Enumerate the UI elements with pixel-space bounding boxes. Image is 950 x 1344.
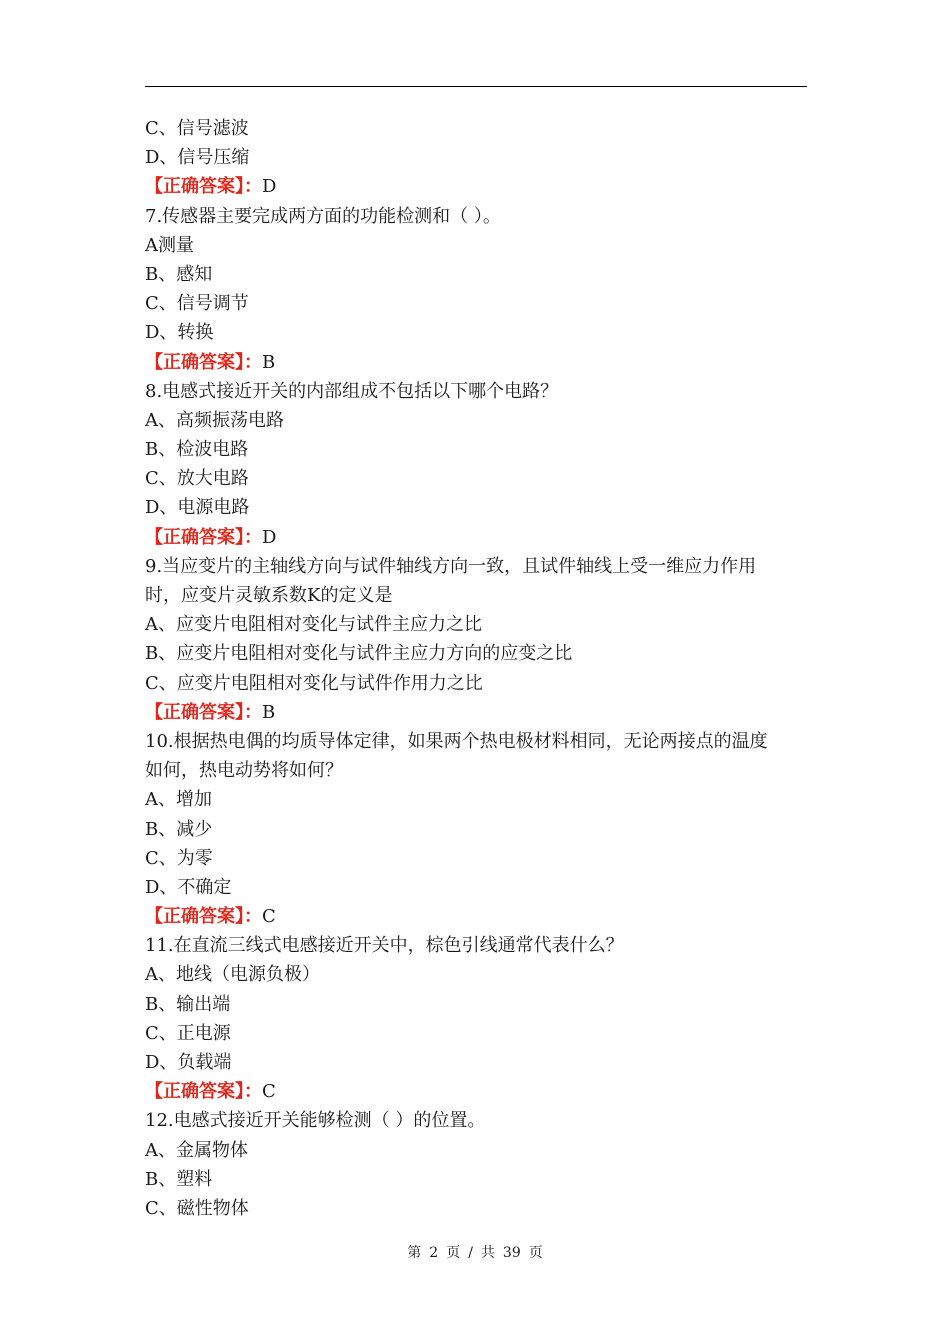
page-footer bbox=[0, 1243, 950, 1263]
question-text: 11.在直流三线式电感接近开关中，棕色引线通常代表什么？ bbox=[145, 935, 624, 957]
option-text: C、放大电路 bbox=[145, 468, 249, 490]
option-text: C、正电源 bbox=[145, 1022, 231, 1044]
option-text: A、金属物体 bbox=[145, 1139, 248, 1161]
option-text: A、地线（电源负极） bbox=[145, 964, 320, 986]
answer-line bbox=[145, 902, 807, 931]
answer-value: B bbox=[262, 701, 276, 723]
answer-value: C bbox=[262, 1081, 276, 1103]
option-text: A、增加 bbox=[145, 789, 212, 811]
answer-line bbox=[145, 348, 807, 377]
option-text: B、检波电路 bbox=[145, 439, 249, 461]
option-text: A、高频振荡电路 bbox=[145, 409, 284, 431]
question-text: 9.当应变片的主轴线方向与试件轴线方向一致，且试件轴线上受一维应力作用 bbox=[145, 555, 757, 577]
option-text: C、磁性物体 bbox=[145, 1197, 249, 1219]
answer-value: D bbox=[262, 176, 277, 198]
footer-total-prefix: 共 bbox=[480, 1245, 495, 1261]
question-text: 8.电感式接近开关的内部组成不包括以下哪个电路？ bbox=[145, 380, 559, 402]
question-text: 时，应变片灵敏系数K的定义是 bbox=[145, 585, 393, 606]
footer-prefix: 第 bbox=[407, 1245, 422, 1261]
option-text: D、信号压缩 bbox=[145, 147, 250, 169]
option-text: B、塑料 bbox=[145, 1168, 213, 1190]
footer-total-pages: 39 bbox=[502, 1245, 521, 1261]
question-text: 如何，热电动势将如何？ bbox=[145, 760, 343, 782]
answer-line bbox=[145, 1077, 807, 1106]
option-text: C、信号调节 bbox=[145, 293, 249, 315]
question-text: 12.电感式接近开关能够检测（ ）的位置。 bbox=[145, 1110, 486, 1132]
option-text: A测量 bbox=[145, 234, 194, 256]
option-text: D、转换 bbox=[145, 322, 214, 344]
option-text: B、应变片电阻相对变化与试件主应力方向的应变之比 bbox=[145, 643, 573, 665]
footer-page-unit: 页 bbox=[446, 1245, 461, 1261]
option-text: C、应变片电阻相对变化与试件作用力之比 bbox=[145, 672, 483, 694]
answer-label: 【正确答案】： bbox=[145, 526, 262, 548]
footer-page-number: 2 bbox=[429, 1245, 439, 1261]
option-text: B、输出端 bbox=[145, 993, 231, 1015]
option-text: A、应变片电阻相对变化与试件主应力之比 bbox=[145, 614, 482, 636]
answer-value: D bbox=[262, 526, 277, 548]
option-text: D、电源电路 bbox=[145, 497, 250, 519]
answer-line bbox=[145, 172, 807, 201]
option-text: B、感知 bbox=[145, 263, 213, 285]
answer-label: 【正确答案】： bbox=[145, 906, 262, 928]
document-body bbox=[145, 114, 807, 1223]
footer-separator: / bbox=[468, 1245, 473, 1261]
answer-line bbox=[145, 523, 807, 552]
option-text: D、不确定 bbox=[145, 876, 232, 898]
option-text: C、信号滤波 bbox=[145, 118, 249, 139]
header-rule bbox=[145, 86, 807, 87]
option-text: D、负载端 bbox=[145, 1052, 232, 1073]
question-text: 7.传感器主要完成两方面的功能检测和（ ）。 bbox=[145, 205, 501, 227]
answer-label: 【正确答案】： bbox=[145, 351, 262, 373]
option-text: C、为零 bbox=[145, 847, 213, 869]
answer-label: 【正确答案】： bbox=[145, 176, 262, 198]
option-text: B、减少 bbox=[145, 818, 213, 840]
answer-value: C bbox=[262, 906, 276, 928]
answer-label: 【正确答案】： bbox=[145, 1081, 262, 1103]
answer-line bbox=[145, 698, 807, 727]
answer-value: B bbox=[262, 351, 276, 373]
footer-total-unit: 页 bbox=[528, 1245, 543, 1261]
question-text: 10.根据热电偶的均质导体定律，如果两个热电极材料相同，无论两接点的温度 bbox=[145, 730, 768, 752]
answer-label: 【正确答案】： bbox=[145, 701, 262, 723]
